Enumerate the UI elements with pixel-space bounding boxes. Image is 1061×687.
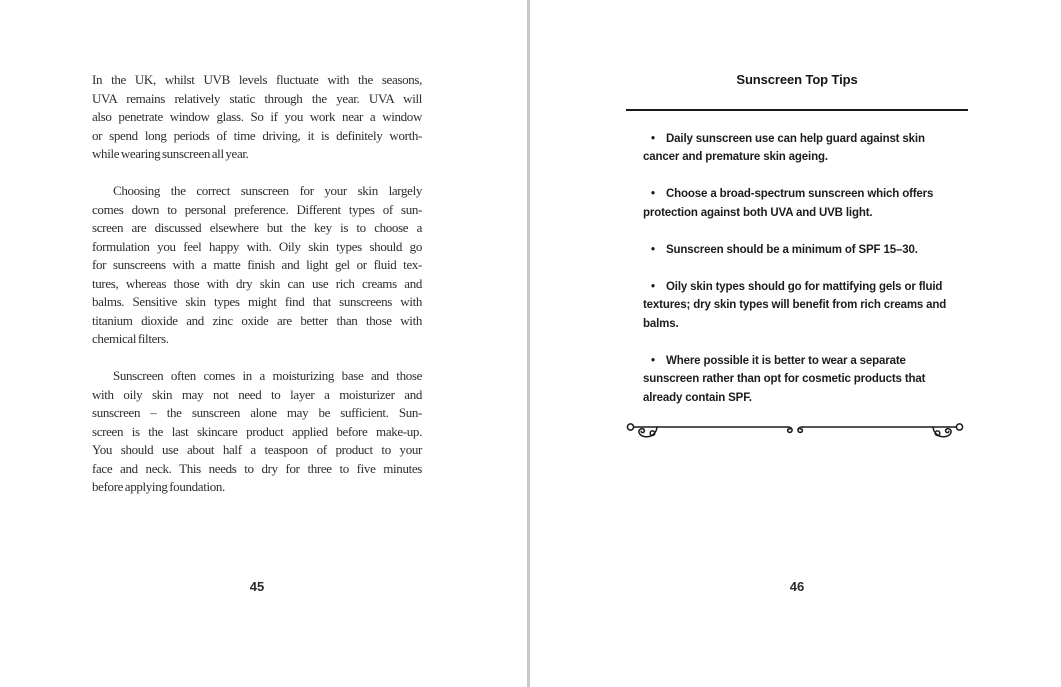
text-line: You should use about half a teaspoon of product to your: [92, 442, 422, 457]
text-line: face and neck. This needs to dry for three to five minutes: [92, 460, 422, 476]
tips-title: Sunscreen Top Tips: [736, 72, 858, 87]
text-line: screen are discussed elsewhere but the key is to choose a: [92, 220, 422, 235]
bullet-marker-icon: •: [651, 354, 655, 367]
paragraph: [92, 182, 422, 349]
bullet-marker-icon: •: [651, 280, 655, 293]
bullet-line: already contain SPF.: [643, 391, 752, 404]
title-rule: [626, 109, 968, 111]
text-line: UVA remains relatively static through the year. UVA will: [92, 90, 422, 106]
bullet-marker-icon: •: [651, 132, 655, 145]
tips-box: [626, 71, 968, 407]
text-line: for sunscreens with a matte finish and light gel or fluid tex-: [92, 257, 422, 272]
text-line: balms. Sensitive skin types might find that sunscreens with: [92, 294, 422, 309]
body-text-block: [92, 71, 422, 497]
page-number-left: 45: [249, 579, 265, 594]
page-gutter-divider: [527, 0, 530, 687]
bullet-text: Daily sunscreen use can help guard against skin: [666, 132, 925, 145]
text-line: before applying foundation.: [92, 479, 225, 494]
text-line: tures, whereas those with dry skin can use rich creams and: [92, 275, 422, 291]
text-line: or spend long periods of time driving, it is definitely worth-: [92, 127, 422, 143]
bullet-item: [643, 278, 968, 334]
bullet-item: [643, 352, 968, 408]
bullet-text: Choose a broad-spectrum sunscreen which offers: [666, 188, 934, 200]
text-line: titanium dioxide and zinc oxide are better than those with: [92, 312, 422, 328]
bullet-line: [643, 352, 968, 371]
paragraph: [92, 367, 422, 497]
text-line: sunscreen – the sunscreen alone may be sufficient. Sun-: [92, 405, 422, 420]
bullet-list: [626, 130, 968, 408]
bullet-line: textures; dry skin types will benefit from rich creams and: [643, 299, 947, 311]
bullet-marker-icon: •: [651, 243, 655, 256]
text-line: chemical filters.: [92, 331, 169, 346]
text-line: comes down to personal preference. Different types of sun-: [92, 201, 422, 217]
bullet-marker-icon: •: [651, 188, 655, 200]
bullet-line: balms.: [643, 317, 679, 330]
text-line: while wearing sunscreen all year.: [92, 146, 249, 161]
text-line: formulation you feel happy with. Oily skin types should go: [92, 238, 422, 254]
bullet-item: [643, 241, 968, 260]
bullet-line: protection against both UVA and UVB light.: [643, 206, 873, 219]
bullet-line: [643, 241, 968, 260]
bullet-line: [643, 130, 968, 149]
flourish-divider-icon: [625, 420, 965, 446]
bullet-line: cancer and premature skin ageing.: [643, 151, 828, 163]
bullet-line: [643, 185, 968, 204]
bullet-item: [643, 185, 968, 222]
bullet-item: [643, 130, 968, 167]
page-number-right: 46: [789, 579, 805, 594]
text-line: Choosing the correct sunscreen for your skin largely: [113, 183, 422, 198]
bullet-text: Where possible it is better to wear a separate: [666, 354, 906, 367]
bullet-text: Sunscreen should be a minimum of SPF 15–30.: [666, 243, 918, 256]
text-line: also penetrate window glass. So if you work near a window: [92, 109, 422, 124]
text-line: with oily skin may not need to layer a moisturizer and: [92, 386, 422, 402]
bullet-line: sunscreen rather than opt for cosmetic products that: [643, 373, 926, 385]
text-line: In the UK, whilst UVB levels fluctuate with the seasons,: [92, 72, 422, 87]
paragraph: [92, 71, 422, 164]
bullet-line: [643, 278, 968, 297]
text-line: Sunscreen often comes in a moisturizing base and those: [113, 368, 422, 383]
text-line: screen is the last skincare product applied before make-up.: [92, 423, 422, 439]
bullet-text: Oily skin types should go for mattifying gels or fluid: [666, 280, 943, 293]
